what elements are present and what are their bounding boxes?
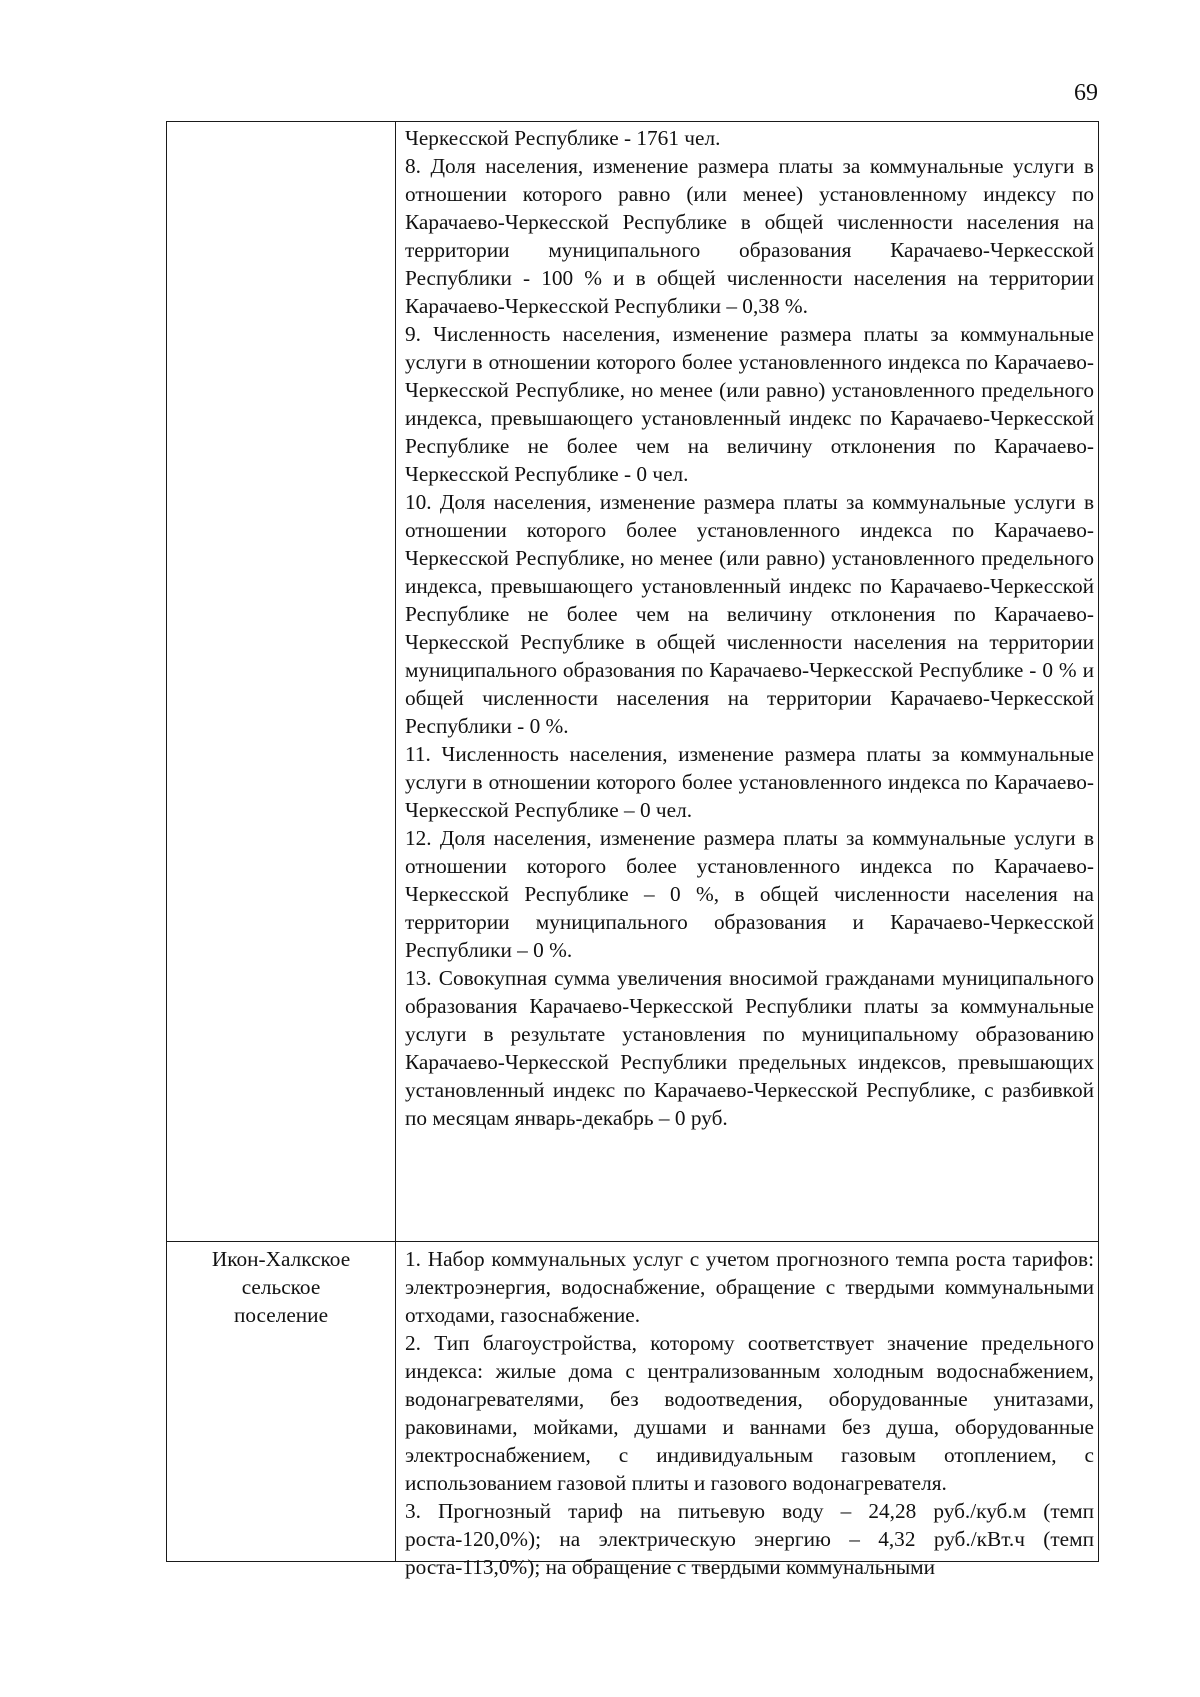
row1-paragraph-10: 10. Доля населения, изменение размера платы за коммунальные услуги в отношении которого более установленного индекса по Карачаево-Черкесской Республике, но менее (или равно) установленного предельного индекса, превышающего установленный индекс по Карачаево-Черкесской Республике не более чем на величину отклонения по Карачаево-Черкесской Республике в общей численности населения на территории муниципального образования по Карачаево-Черкесской Республике - 0 % и общей численности населения на территории Карачаево-Черкесской Республики - 0 %. — [405, 490, 1094, 738]
settlement-name-line-2: сельское — [241, 1275, 321, 1299]
row2-settlement-name-cell — [167, 1245, 395, 1329]
column-divider — [395, 122, 396, 1561]
row2-description-cell — [405, 1245, 1094, 1581]
row1-paragraph-9: 9. Численность населения, изменение размера платы за коммунальные услуги в отношении которого более установленного индекса по Карачаево-Черкесской Республике, но менее (или равно) установленного предельного индекса, превышающего установленный индекс по Карачаево-Черкесской Республике не более чем на величину отклонения по Карачаево-Черкесской Республике - 0 чел. — [405, 322, 1094, 486]
page-number: 69 — [1074, 80, 1098, 106]
row1-paragraph-12: 12. Доля населения, изменение размера платы за коммунальные услуги в отношении которого более установленного индекса по Карачаево-Черкесской Республике – 0 %, в общей численности населения на территории муниципального образования и Карачаево-Черкесской Республики – 0 %. — [405, 826, 1094, 962]
row-divider — [167, 1241, 1098, 1242]
row1-paragraph-8: 8. Доля населения, изменение размера платы за коммунальные услуги в отношении которого равно (или менее) установленному индексу по Карачаево-Черкесской Республике в общей численности населения на территории муниципального образования Карачаево-Черкесской Республики - 100 % и в общей численности населения на территории Карачаево-Черкесской Республики – 0,38 %. — [405, 154, 1094, 318]
row2-paragraph-1: 1. Набор коммунальных услуг с учетом прогнозного темпа роста тарифов: электроэнергия, водоснабжение, обращение с твердыми коммунальными отходами, газоснабжение. — [405, 1247, 1094, 1327]
settlement-name-line-1: Икон-Халкское — [211, 1247, 351, 1271]
row1-paragraph-13: 13. Совокупная сумма увеличения вносимой гражданами муниципального образования Карачаево-Черкесской Республики платы за коммунальные услуги в результате установления по муниципальному образованию Карачаево-Черкесской Республики предельных индексов, превышающих установленный индекс по Карачаево-Черкесской Республике, с разбивкой по месяцам январь-декабрь – 0 руб. — [405, 966, 1094, 1130]
data-table — [166, 121, 1099, 1579]
row1-paragraph-11: 11. Численность населения, изменение размера платы за коммунальные услуги в отношении которого более установленного индекса по Карачаево-Черкесской Республике – 0 чел. — [405, 742, 1094, 822]
row2-paragraph-2: 2. Тип благоустройства, которому соответствует значение предельного индекса: жилые дома с централизованным холодным водоснабжением, водонагревателями, без водоотведения, оборудованные унитазами, раковинами, мойками, душами и ваннами без душа, оборудованные электроснабжением, с индивидуальным газовым отоплением, с использованием газовой плиты и газового водонагревателя. — [405, 1331, 1094, 1495]
row2-paragraph-3: 3. Прогнозный тариф на питьевую воду – 24,28 руб./куб.м (темп роста-120,0%); на электрическую энергию – 4,32 руб./кВт.ч (темп роста-113,0%); на обращение с твердыми коммунальными — [405, 1499, 1094, 1579]
settlement-name-line-3: поселение — [233, 1303, 329, 1327]
row1-description-cell — [405, 124, 1094, 1132]
row1-paragraph-continuation: Черкесской Республике - 1761 чел. — [405, 126, 721, 150]
